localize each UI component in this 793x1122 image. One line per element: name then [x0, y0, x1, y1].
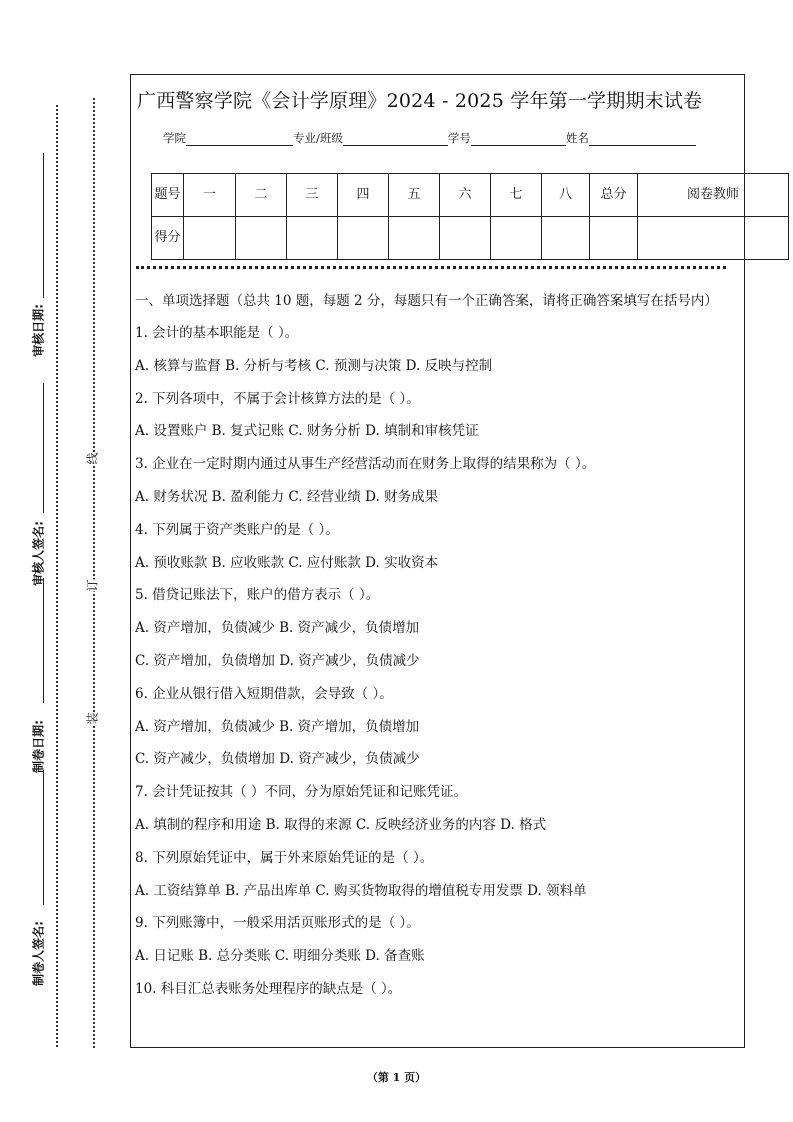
question-line: 7. 会计凭证按其（ ）不同，分为原始凭证和记账凭证。	[135, 784, 467, 801]
reviewer-sign-label: 审核人签名:	[31, 521, 46, 586]
options-line: A. 核算与监督 B. 分析与考核 C. 预测与决策 D. 反映与控制	[135, 357, 493, 374]
options-line: A. 填制的程序和用途 B. 取得的来源 C. 反映经济业务的内容 D. 格式	[135, 816, 547, 833]
question-line: 10. 科目汇总表账务处理程序的缺点是（ ）。	[135, 980, 402, 997]
score-table-score-row	[152, 217, 789, 260]
page-number: （第 1 页）	[366, 1071, 427, 1084]
reviewer-sign-line	[43, 383, 44, 513]
setter-sign-label: 制卷人签名:	[31, 921, 46, 986]
score-col-total: 总分	[590, 174, 638, 217]
options-line: A. 财务状况 B. 盈利能力 C. 经营业绩 D. 财务成果	[135, 488, 439, 505]
dotted-separator	[136, 266, 726, 269]
options-line: C. 资产增加，负债增加 D. 资产减少，负债减少	[135, 652, 420, 669]
score-cell-7[interactable]	[491, 217, 542, 260]
score-cell-5[interactable]	[389, 217, 440, 260]
score-cell-1[interactable]	[184, 217, 236, 260]
reviewer-date-label: 审核日期:	[31, 304, 46, 357]
setter-date-label: 制卷日期:	[31, 720, 46, 773]
binding-dotted-line	[93, 98, 95, 1048]
bind-char-line: 线	[82, 452, 103, 464]
college-blank[interactable]	[186, 133, 293, 146]
reviewer-date-line	[43, 153, 44, 298]
score-col-grader: 阅卷教师	[638, 174, 789, 217]
question-line: 3. 企业在一定时期内通过从事生产经营活动而在财务上取得的结果称为（ ）。	[135, 456, 596, 473]
score-col-7: 七	[491, 174, 542, 217]
student-id-label: 学号	[447, 131, 471, 145]
score-cell-grader[interactable]	[638, 217, 789, 260]
score-cell-total[interactable]	[590, 217, 638, 260]
score-cell-4[interactable]	[338, 217, 389, 260]
question-line: 5. 借贷记账法下，账户的借方表示（ ）。	[135, 587, 380, 604]
score-col-3: 三	[287, 174, 338, 217]
score-cell-2[interactable]	[236, 217, 287, 260]
bind-char-staple: 订	[82, 579, 103, 591]
options-line: A. 资产增加，负债减少 B. 资产增加，负债增加	[135, 718, 420, 735]
score-col-2: 二	[236, 174, 287, 217]
section-single-choice	[135, 290, 740, 1011]
major-class-blank[interactable]	[343, 133, 448, 146]
question-line: 1. 会计的基本职能是（ ）。	[135, 325, 299, 341]
question-line: 6. 企业从银行借入短期借款，会导致（ ）。	[135, 685, 393, 702]
score-cell-6[interactable]	[440, 217, 491, 260]
section-heading: 一、单项选择题（总共 10 题，每题 2 分，每题只有一个正确答案，请将正确答案填写在括号内）	[135, 293, 718, 309]
question-line: 9. 下列账簿中，一般采用活页账形式的是（ ）。	[135, 915, 420, 932]
options-line: A. 工资结算单 B. 产品出库单 C. 购买货物取得的增值税专用发票 D. 领料单	[135, 882, 587, 899]
score-cell-3[interactable]	[287, 217, 338, 260]
score-col-6: 六	[440, 174, 491, 217]
setter-date-line	[43, 578, 44, 703]
setter-sign-line	[43, 770, 44, 905]
question-number-label: 题号	[152, 174, 184, 217]
options-line: A. 设置账户 B. 复式记账 C. 财务分析 D. 填制和审核凭证	[135, 423, 479, 440]
name-blank[interactable]	[589, 133, 696, 146]
score-label: 得分	[152, 217, 184, 260]
bind-char-binding: 装	[82, 712, 103, 724]
score-col-5: 五	[389, 174, 440, 217]
name-label: 姓名	[565, 131, 589, 145]
student-id-blank[interactable]	[471, 133, 566, 146]
college-label: 学院	[163, 131, 186, 145]
score-col-8: 八	[542, 174, 590, 217]
score-col-1: 一	[184, 174, 236, 217]
score-table	[151, 173, 789, 260]
question-line: 2. 下列各项中，不属于会计核算方法的是（ ）。	[135, 390, 420, 407]
major-class-label: 专业/班级	[293, 131, 343, 145]
student-info-row	[163, 130, 696, 146]
score-col-4: 四	[338, 174, 389, 217]
question-line: 4. 下列属于资产类账户的是（ ）。	[135, 521, 339, 538]
options-line: A. 资产增加，负债减少 B. 资产减少，负债增加	[135, 620, 420, 637]
exam-title: 广西警察学院《会计学原理》2024 - 2025 学年第一学期期末试卷	[137, 90, 703, 112]
options-line: C. 资产减少，负债增加 D. 资产减少，负债减少	[135, 751, 420, 768]
outer-dotted-line	[56, 105, 58, 1047]
score-table-header-row	[152, 174, 789, 217]
question-line: 8. 下列原始凭证中，属于外来原始凭证的是（ ）。	[135, 849, 434, 866]
options-line: A. 日记账 B. 总分类账 C. 明细分类账 D. 备查账	[135, 948, 425, 965]
score-cell-8[interactable]	[542, 217, 590, 260]
options-line: A. 预收账款 B. 应收账款 C. 应付账款 D. 实收资本	[135, 554, 439, 571]
